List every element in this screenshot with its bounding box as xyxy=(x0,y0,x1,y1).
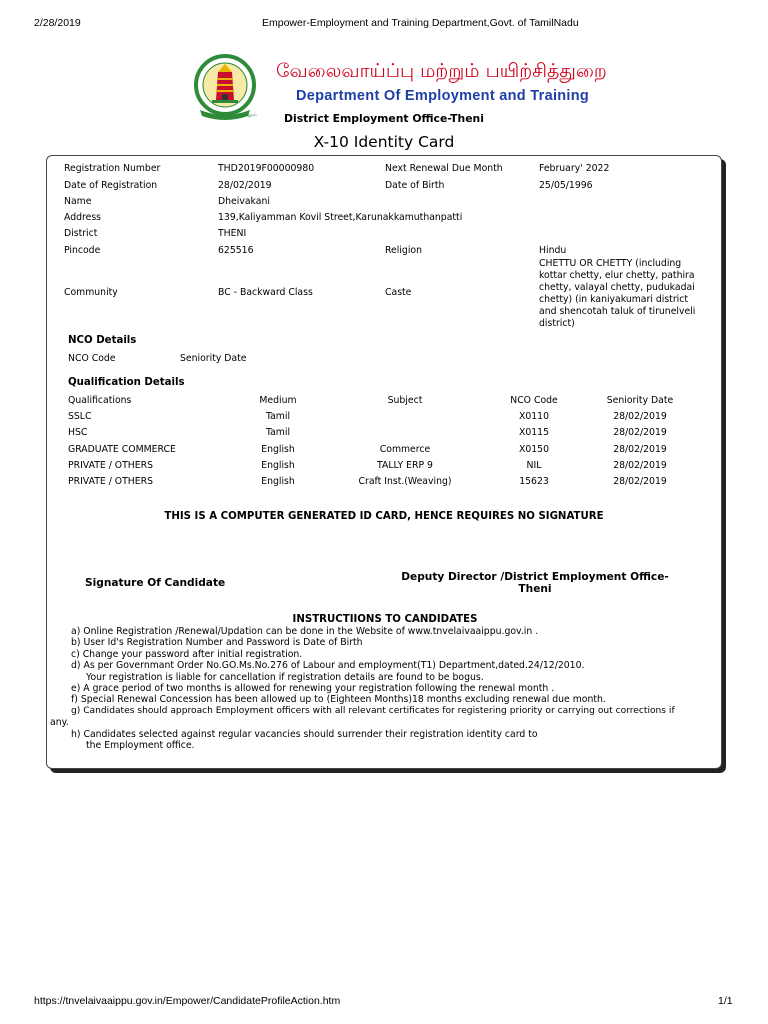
instruction-d-cont: Your registration is liable for cancellation if registration details are found to be bogus. xyxy=(86,671,484,683)
qual-cell: Craft Inst.(Weaving) xyxy=(358,476,452,487)
qual-cell: 15623 xyxy=(519,476,549,487)
candidate-signature-label: Signature Of Candidate xyxy=(85,577,226,589)
name-value: Dheivakani xyxy=(218,196,270,207)
print-footer-url[interactable]: https://tnvelaivaaippu.gov.in/Empower/CandidateProfileAction.htm xyxy=(34,995,341,1007)
district-label: District xyxy=(64,228,98,239)
qual-cell: PRIVATE / OTHERS xyxy=(68,460,154,471)
instruction-g-cont: any. xyxy=(50,717,69,729)
qual-cell: TALLY ERP 9 xyxy=(377,460,433,471)
caste-line: CHETTU OR CHETTY (including xyxy=(539,258,682,269)
nco-code-label: NCO Code xyxy=(68,353,116,364)
print-date: 2/28/2019 xyxy=(34,17,81,29)
address-label: Address xyxy=(64,212,102,223)
qual-cell: Tamil xyxy=(265,427,291,438)
print-title: Empower-Employment and Training Department,Govt. of TamilNadu xyxy=(262,17,579,29)
nco-heading: NCO Details xyxy=(68,335,137,346)
qual-cell: PRIVATE / OTHERS xyxy=(68,476,154,487)
qual-cell: Tamil xyxy=(265,411,291,422)
qualification-heading: Qualification Details xyxy=(68,377,185,388)
date-of-registration-value: 28/02/2019 xyxy=(218,180,272,191)
religion-value: Hindu xyxy=(539,245,567,256)
emblem-motto: வாய்மையே வெல்லும் xyxy=(205,112,257,118)
instruction-h: h) Candidates selected against regular vacancies should surrender their registration identity card to xyxy=(71,728,538,740)
date-of-birth-label: Date of Birth xyxy=(385,180,445,191)
instruction-c: c) Change your password after initial registration. xyxy=(71,648,303,660)
officer-title-line: Theni xyxy=(518,583,552,595)
qual-col-subject: Subject xyxy=(387,395,423,406)
instruction-e: e) A grace period of two months is allowed for renewing your registration following the renewal month . xyxy=(71,683,555,695)
religion-label: Religion xyxy=(385,245,422,256)
qual-cell: 28/02/2019 xyxy=(613,427,667,438)
caste-line: chetty, valayal chetty, pudukadai xyxy=(539,282,695,293)
address-value: 139,Kaliyamman Kovil Street,Karunakkamuthanpatti xyxy=(218,212,463,223)
date-of-registration-label: Date of Registration xyxy=(64,180,158,191)
community-label: Community xyxy=(64,287,118,298)
district-value: THENI xyxy=(218,228,247,239)
qual-cell: 28/02/2019 xyxy=(613,411,667,422)
registration-number-value: THD2019F00000980 xyxy=(218,163,315,174)
caste-line: kottar chetty, elur chetty, pathira xyxy=(539,270,695,281)
community-value: BC - Backward Class xyxy=(218,287,313,298)
department-english-name: Department Of Employment and Training xyxy=(296,88,590,104)
officer-title-line: Deputy Director /District Employment Office- xyxy=(401,571,669,583)
instruction-d: d) As per Governmant Order No.GO.Ms.No.276 of Labour and employment(T1) Department,dated.24/12/2010. xyxy=(71,660,585,672)
instructions-list xyxy=(50,626,720,751)
qual-cell: HSC xyxy=(68,427,88,438)
qual-cell: SSLC xyxy=(68,411,92,422)
print-page-number: 1/1 xyxy=(718,995,733,1007)
qual-col-nco-code: NCO Code xyxy=(510,395,558,406)
no-signature-notice: THIS IS A COMPUTER GENERATED ID CARD, HENCE REQUIRES NO SIGNATURE xyxy=(164,511,604,522)
instruction-g: g) Candidates should approach Employment officers with all relevant certificates for registering priority or carrying out corrections if xyxy=(71,705,675,716)
qual-cell: X0115 xyxy=(518,427,550,438)
pincode-value: 625516 xyxy=(218,245,254,256)
qual-cell: 28/02/2019 xyxy=(613,460,667,471)
qual-cell: English xyxy=(261,460,295,471)
qual-cell: X0150 xyxy=(518,444,550,455)
next-renewal-value: February' 2022 xyxy=(539,163,610,174)
tamilnadu-emblem-logo xyxy=(194,54,256,120)
qual-cell: 28/02/2019 xyxy=(613,476,667,487)
qual-col-seniority-date: Seniority Date xyxy=(606,395,674,406)
instructions-heading: INSTRUCTIIONS TO CANDIDATES xyxy=(292,614,478,625)
qual-cell: GRADUATE COMMERCE xyxy=(68,444,176,455)
caste-value xyxy=(539,258,695,330)
caste-line: chetty) (in kaniyakumari district xyxy=(539,294,688,305)
name-label: Name xyxy=(64,196,92,207)
card-title: X-10 Identity Card xyxy=(313,133,455,151)
qual-cell: Commerce xyxy=(379,444,431,455)
caste-line: district) xyxy=(539,318,575,329)
district-office-name: District Employment Office-Theni xyxy=(284,112,484,125)
caste-label: Caste xyxy=(385,287,412,298)
date-of-birth-value: 25/05/1996 xyxy=(539,180,593,191)
nco-seniority-label: Seniority Date xyxy=(180,353,247,364)
instruction-a: a) Online Registration /Renewal/Updation can be done in the Website of www.tnvelaivaaippu.gov.in . xyxy=(71,626,539,637)
instruction-f: f) Special Renewal Concession has been allowed up to (Eighteen Months)18 months excluding renewal due month. xyxy=(71,694,606,706)
instruction-h-cont: the Employment office. xyxy=(86,740,195,752)
qual-col-qualifications: Qualifications xyxy=(68,395,132,406)
officer-signature-label xyxy=(390,571,680,595)
next-renewal-label: Next Renewal Due Month xyxy=(385,163,503,174)
caste-line: and shencotah taluk of tirunelveli xyxy=(539,306,696,317)
instruction-b: b) User Id's Registration Number and Password is Date of Birth xyxy=(71,637,363,649)
qual-cell: NIL xyxy=(526,460,542,471)
qual-cell: X0110 xyxy=(518,411,550,422)
qual-cell: 28/02/2019 xyxy=(613,444,667,455)
qual-cell: English xyxy=(261,476,295,487)
qual-col-medium: Medium xyxy=(259,395,297,406)
registration-number-label: Registration Number xyxy=(64,163,161,174)
department-tamil-name: வேலைவாய்ப்பு மற்றும் பயிற்சித்துறை xyxy=(276,60,607,82)
qual-cell: English xyxy=(261,444,295,455)
pincode-label: Pincode xyxy=(64,245,101,256)
